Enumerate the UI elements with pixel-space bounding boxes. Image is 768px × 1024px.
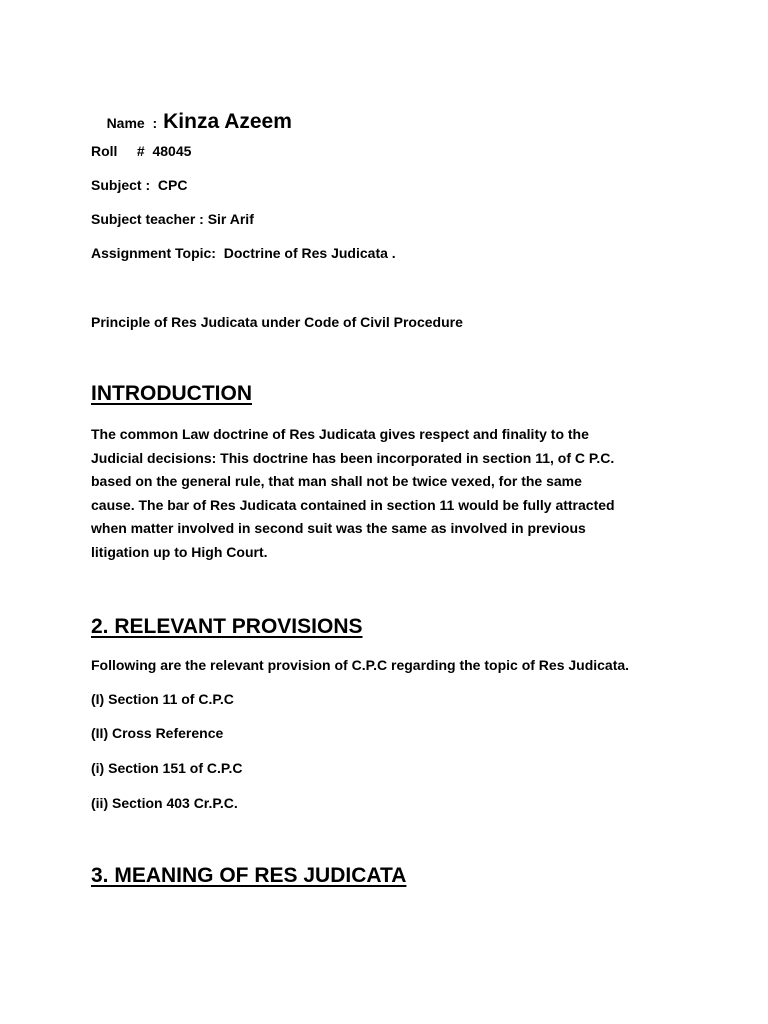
paragraph-line: when matter involved in second suit was the same as involved in previous xyxy=(91,520,586,537)
subject-teacher-line: Subject teacher : Sir Arif xyxy=(91,211,254,227)
introduction-paragraph xyxy=(91,423,691,565)
provision-item: (i) Section 151 of C.P.C xyxy=(91,760,243,776)
paragraph-line: Judicial decisions: This doctrine has been incorporated in section 11, of C P.C. xyxy=(91,449,615,466)
assignment-topic-line: Assignment Topic: Doctrine of Res Judicata . xyxy=(91,245,396,261)
name-label: Name : xyxy=(106,115,158,131)
paragraph-line: litigation up to High Court. xyxy=(91,543,268,560)
provision-item: (I) Section 11 of C.P.C xyxy=(91,691,234,707)
relevant-provisions-heading: 2. RELEVANT PROVISIONS xyxy=(91,615,363,638)
meaning-heading: 3. MEANING OF RES JUDICATA xyxy=(91,864,407,887)
provision-item: (ii) Section 403 Cr.P.C. xyxy=(91,795,238,811)
paragraph-line: cause. The bar of Res Judicata contained in section 11 would be fully attracted xyxy=(91,496,615,513)
introduction-heading: INTRODUCTION xyxy=(91,382,252,405)
student-name: Kinza Azeem xyxy=(163,110,292,133)
name-row xyxy=(91,98,292,147)
paragraph-line: The common Law doctrine of Res Judicata gives respect and finality to the xyxy=(91,426,589,442)
relevant-provisions-intro: Following are the relevant provision of C.P.C regarding the topic of Res Judicata. xyxy=(91,657,630,673)
roll-number: Roll # 48045 xyxy=(91,143,192,159)
provision-item: (II) Cross Reference xyxy=(91,725,224,741)
paragraph-line: based on the general rule, that man shall not be twice vexed, for the same xyxy=(91,473,582,490)
principle-title: Principle of Res Judicata under Code of Civil Procedure xyxy=(91,314,463,330)
subject-line: Subject : CPC xyxy=(91,177,188,193)
